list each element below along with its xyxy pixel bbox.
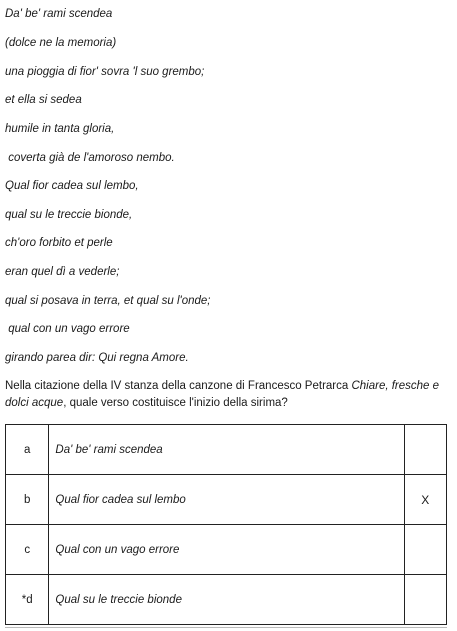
poem-line: qual con un vago errore [5,323,130,335]
answer-table [5,424,447,625]
poem-line: Da' be' rami scendea [5,8,113,20]
answer-verse: Qual su le treccie bionde [49,575,404,625]
answer-letter: b [6,475,49,525]
poem-line: (dolce ne la memoria) [5,37,117,49]
answer-letter: c [6,525,49,575]
answer-verse: Da' be' rami scendea [49,425,404,475]
answer-mark-cell[interactable]: X [404,475,446,525]
answer-verse: Qual con un vago errore [49,525,404,575]
answer-row-d[interactable] [6,575,447,625]
answer-verse: Qual fior cadea sul lembo [49,475,404,525]
poem-line: girando parea dir: Qui regna Amore. [5,352,189,364]
answer-row-a[interactable] [6,425,447,475]
answer-mark-cell[interactable] [404,425,446,475]
poem-line: et ella si sedea [5,94,82,106]
answer-letter: *d [6,575,49,625]
song-title: Chiare, fresche e dolci acque [5,380,440,409]
poem-line: humile in tanta gloria, [5,123,115,135]
answer-row-b[interactable] [6,475,447,525]
answer-row-c[interactable] [6,525,447,575]
poem-line: qual su le treccie bionde, [5,209,133,221]
answer-letter: a [6,425,49,475]
poem-line: qual si posava in terra, et qual su l'onde; [5,295,211,307]
poem-line: coverta già de l'amoroso nembo. [5,152,175,164]
answer-mark-cell[interactable] [404,575,446,625]
question-lead: Nella citazione della IV stanza della canzone di Francesco Petrarca [5,380,352,392]
question-tail: , quale verso costituisce l'inizio della sirima? [63,397,288,409]
poem-line: una pioggia di fior' sovra 'l suo grembo; [5,66,205,78]
question-text [5,378,445,412]
poem-line: eran quel dì a vederle; [5,266,120,278]
poem-line: Qual fior cadea sul lembo, [5,180,139,192]
bottom-divider [5,627,447,628]
poem-line: ch'oro forbito et perle [5,237,113,249]
answer-mark-cell[interactable] [404,525,446,575]
